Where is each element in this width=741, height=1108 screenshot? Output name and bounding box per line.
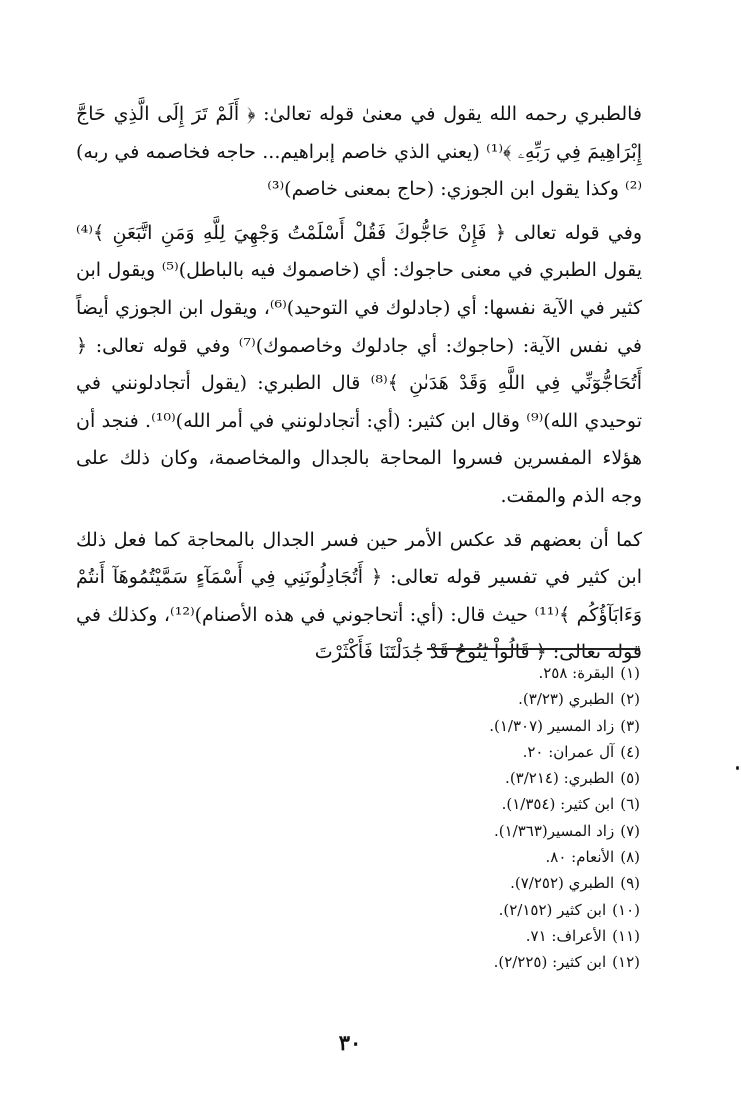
- footnote-text: البقرة: ٢٥٨.: [538, 664, 615, 682]
- footnote-text: زاد المسير (١/٣٠٧).: [489, 716, 615, 735]
- footnote-number: (٦): [620, 795, 640, 814]
- footnote-number: (٨): [620, 848, 640, 867]
- footnote-number: (٧): [620, 821, 640, 840]
- footnote: [320, 686, 640, 712]
- footnote-text: الأنعام: ٨٠.: [545, 848, 615, 867]
- footnote-text: الطبري (٣/٢٣).: [518, 690, 615, 709]
- footnote-number: (١٠): [612, 900, 640, 919]
- main-text: [76, 96, 642, 672]
- footnote-text: الطبري: (٣/٢١٤).: [505, 769, 615, 788]
- footnote-text: زاد المسير(١/٣٦٣).: [494, 821, 615, 840]
- footnote-number: (٢): [620, 690, 640, 709]
- footnote-number: (٩): [620, 874, 640, 893]
- footnote-divider: [427, 648, 640, 650]
- paragraph: كما أن بعضهم قد عكس الأمر حين فسر الجدال بالمحاجة كما فعل ذلك ابن كثير في تفسير قوله تعالى: ﴿ أَتُجَادِلُونَنِي فِي أَسْمَآءٍ سَمَّيْتُمُوهَآ أَنتُمْ وَءَابَآؤُكُم ﴾⁽¹¹⁾ حيث قال: (أي: أتحاجوني في هذه الأصنام)⁽¹²⁾، وكذلك في قوله تعالى: ﴿ قَالُواْ يَٰنُوحُ قَدْ جَٰدَلْتَنَا فَأَكْثَرْتَ: [76, 528, 643, 664]
- scan-edge-mark: [736, 766, 739, 770]
- footnote-text: آل عمران: ٢٠.: [522, 742, 615, 761]
- footnote: [320, 844, 640, 870]
- footnotes-list: [320, 660, 640, 976]
- footnote-number: (١): [620, 664, 640, 682]
- footnote: [320, 818, 640, 844]
- paragraph: فالطبري رحمه الله يقول في معنىٰ قوله تعالىٰ: ﴿ أَلَمْ تَرَ إِلَى الَّذِي حَاجَّ إِبْرَاهِيمَ فِي رَبِّهِۦ ﴾⁽¹⁾ (يعني الذي خاصم إبراهيم... حاجه فخاصمه في ربه)⁽²⁾ وكذا يقول ابن الجوزي: (حاج بمعنى خاصم)⁽³⁾: [76, 103, 642, 201]
- footnote-text: ابن كثير: (٢/٢٢٥).: [493, 953, 607, 972]
- footnote: [320, 739, 640, 765]
- footnote: [320, 923, 640, 949]
- footnote-number: (١١): [612, 926, 640, 945]
- footnote-text: الأعراف: ٧١.: [525, 926, 607, 945]
- footnote: [320, 897, 640, 923]
- paragraph: وفي قوله تعالى ﴿ فَإِنْ حَاجُّوكَ فَقُلْ أَسْلَمْتُ وَجْهِيَ لِلَّهِ وَمَنِ اتَّبَعَنِ ﴾⁽⁴⁾ يقول الطبري في معنى حاجوك: أي (خاصموك فيه بالباطل)⁽⁵⁾ ويقول ابن كثير في الآية نفسها: أي (جادلوك في التوحيد)⁽⁶⁾، ويقول ابن الجوزي أيضاً في نفس الآية: (حاجوك: أي جادلوك وخاصموك)⁽⁷⁾ وفي قوله تعالى: ﴿ أَتُحَاجُّوٓنِّي فِي اللَّهِ وَقَدْ هَدَىٰنِ ﴾⁽⁸⁾ قال الطبري: (يقول أتجادلونني في توحيدي الله)⁽⁹⁾ وقال ابن كثير: (أي: أتجادلونني في أمر الله)⁽¹⁰⁾. فنجد أن هؤلاء المفسرين فسروا المحاجة بالجدال والمخاصمة، وكان ذلك على وجه الذم والمقت.: [76, 221, 642, 507]
- footnote: [320, 713, 640, 739]
- footnote: [320, 791, 640, 817]
- footnote: [320, 765, 640, 791]
- page-number: ٣٠: [338, 1030, 362, 1055]
- footnote-number: (٣): [620, 716, 640, 735]
- footnote-text: ابن كثير (٢/١٥٢).: [498, 900, 607, 919]
- footnote: [320, 660, 640, 686]
- footnote-text: الطبري (٧/٢٥٢).: [510, 874, 615, 893]
- footnote: [320, 949, 640, 975]
- footnote-number: (٥): [620, 769, 640, 788]
- footnote-text: ابن كثير: (١/٣٥٤).: [501, 795, 615, 814]
- footnote-number: (٤): [620, 742, 640, 761]
- footnote: [320, 870, 640, 896]
- footnote-number: (١٢): [612, 953, 640, 972]
